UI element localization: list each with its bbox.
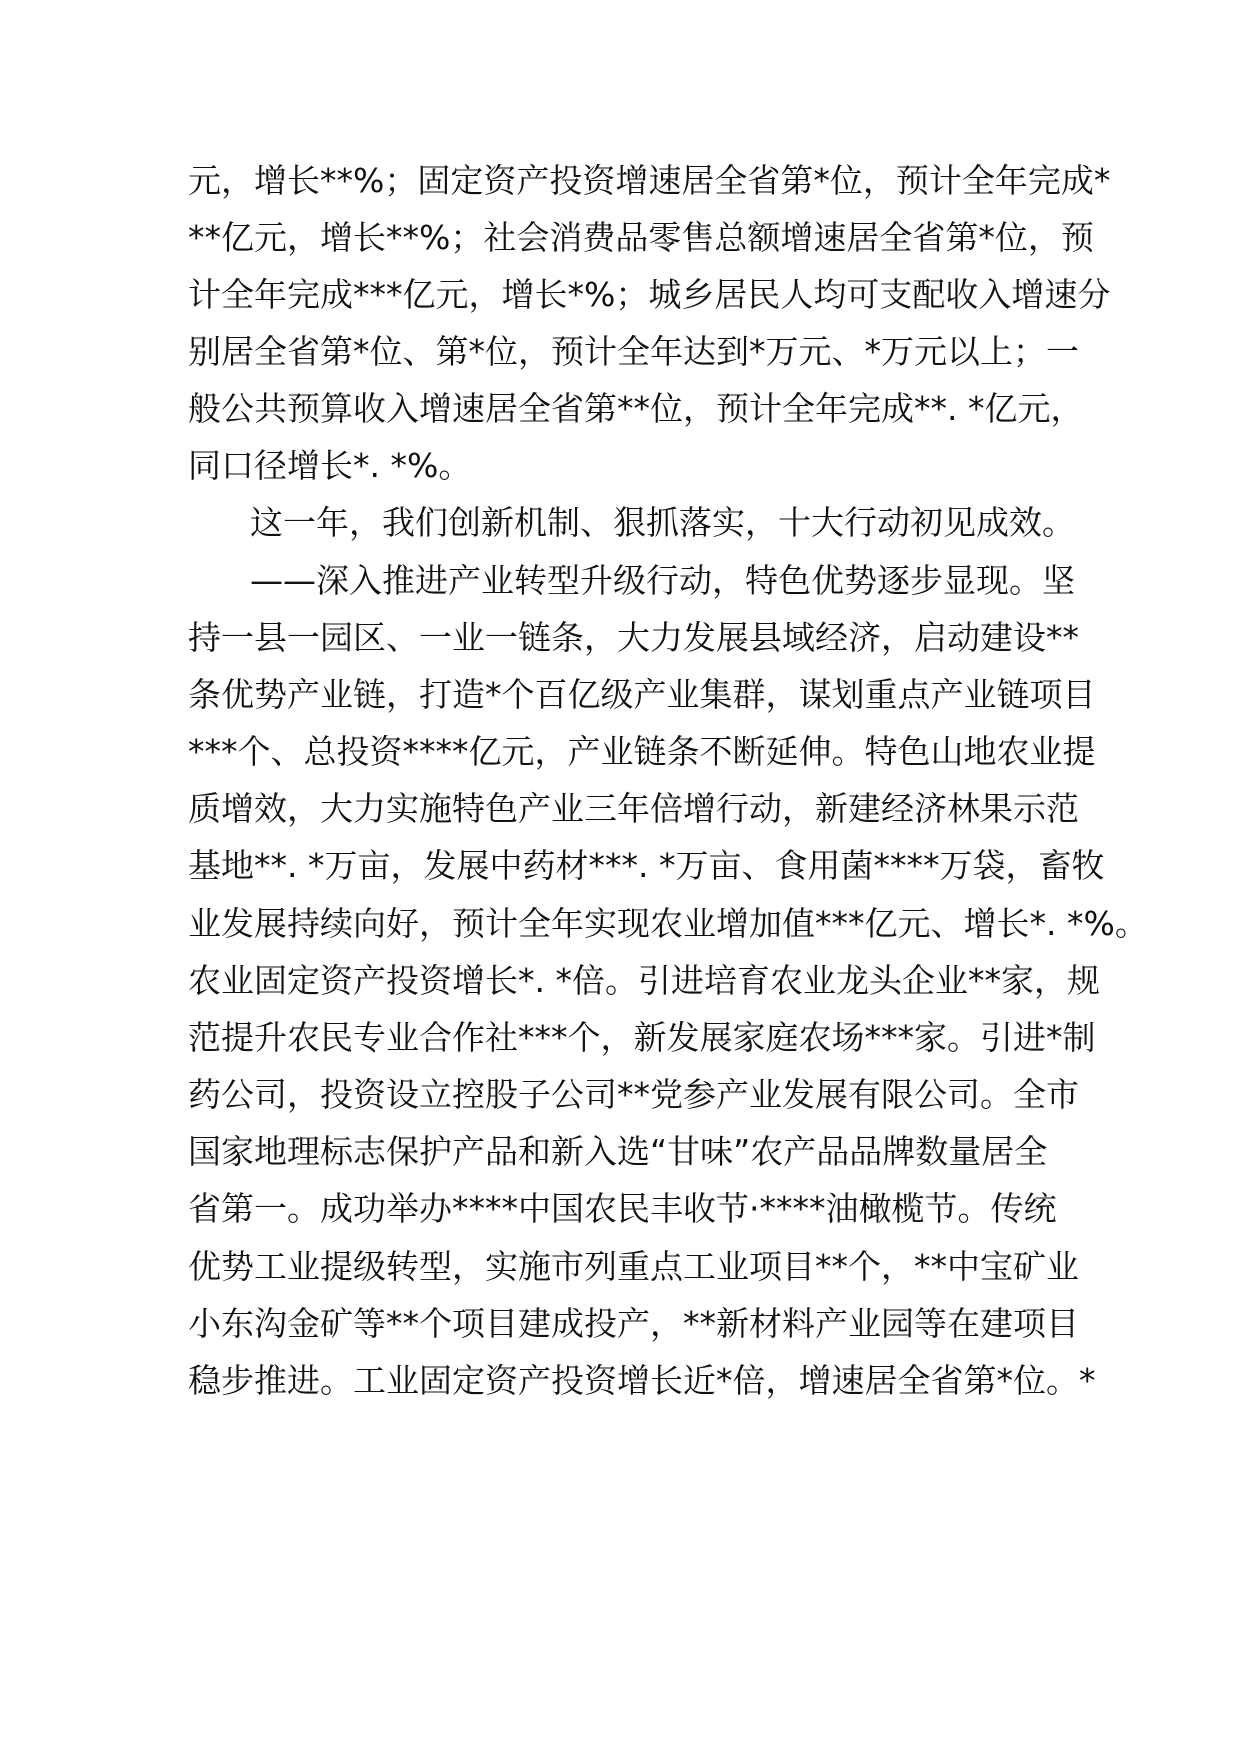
text-line: 条优势产业链，打造*个百亿级产业集群，谋划重点产业链项目 xyxy=(188,675,1096,714)
text-line: 般公共预算收入增速居全省第**位，预计全年完成**. *亿元， xyxy=(188,389,1084,428)
text-line: 优势工业提级转型，实施市列重点工业项目**个，**中宝矿业 xyxy=(188,1247,1079,1286)
text-line: 计全年完成***亿元，增长*%；城乡居民人均可支配收入增速分 xyxy=(188,275,1111,314)
text-line: ***个、总投资****亿元，产业链条不断延伸。特色山地农业提 xyxy=(188,732,1096,771)
text-line: **亿元，增长**%；社会消费品零售总额增速居全省第*位，预 xyxy=(188,218,1094,257)
text-line: 元，增长**%；固定资产投资增速居全省第*位，预计全年完成* xyxy=(188,161,1111,200)
text-line: 省第一。成功举办****中国农民丰收节·****油橄榄节。传统 xyxy=(188,1189,1057,1228)
text-line: 稳步推进。工业固定资产投资增长近*倍，增速居全省第*位。* xyxy=(188,1361,1096,1400)
text-line: 别居全省第*位、第*位，预计全年达到*万元、*万元以上；一 xyxy=(188,332,1079,371)
paragraph-start-line: ——深入推进产业转型升级行动，特色优势逐步显现。坚 xyxy=(250,561,1075,600)
text-line: 质增效，大力实施特色产业三年倍增行动，新建经济林果示范 xyxy=(188,789,1079,828)
text-line: 范提升农民专业合作社***个，新发展家庭农场***家。引进*制 xyxy=(188,1018,1096,1057)
text-line: 同口径增长*. *%。 xyxy=(188,446,472,485)
text-line: 农业固定资产投资增长*. *倍。引进培育农业龙头企业**家，规 xyxy=(188,961,1100,1000)
text-line: 持一县一园区、一业一链条，大力发展县域经济，启动建设** xyxy=(188,618,1079,657)
paragraph-start-line: 这一年，我们创新机制、狠抓落实，十大行动初见成效。 xyxy=(250,503,1075,542)
text-line: 国家地理标志保护产品和新入选“甘味”农产品品牌数量居全 xyxy=(188,1132,1048,1171)
text-line: 基地**. *万亩，发展中药材***. *万亩、食用菌****万袋，畜牧 xyxy=(188,846,1105,885)
text-line: 药公司，投资设立控股子公司**党参产业发展有限公司。全市 xyxy=(188,1075,1079,1114)
text-line: 业发展持续向好，预计全年实现农业增加值***亿元、增长*. *%。 xyxy=(188,904,1148,943)
text-line: 小东沟金矿等**个项目建成投产，**新材料产业园等在建项目 xyxy=(188,1304,1079,1343)
